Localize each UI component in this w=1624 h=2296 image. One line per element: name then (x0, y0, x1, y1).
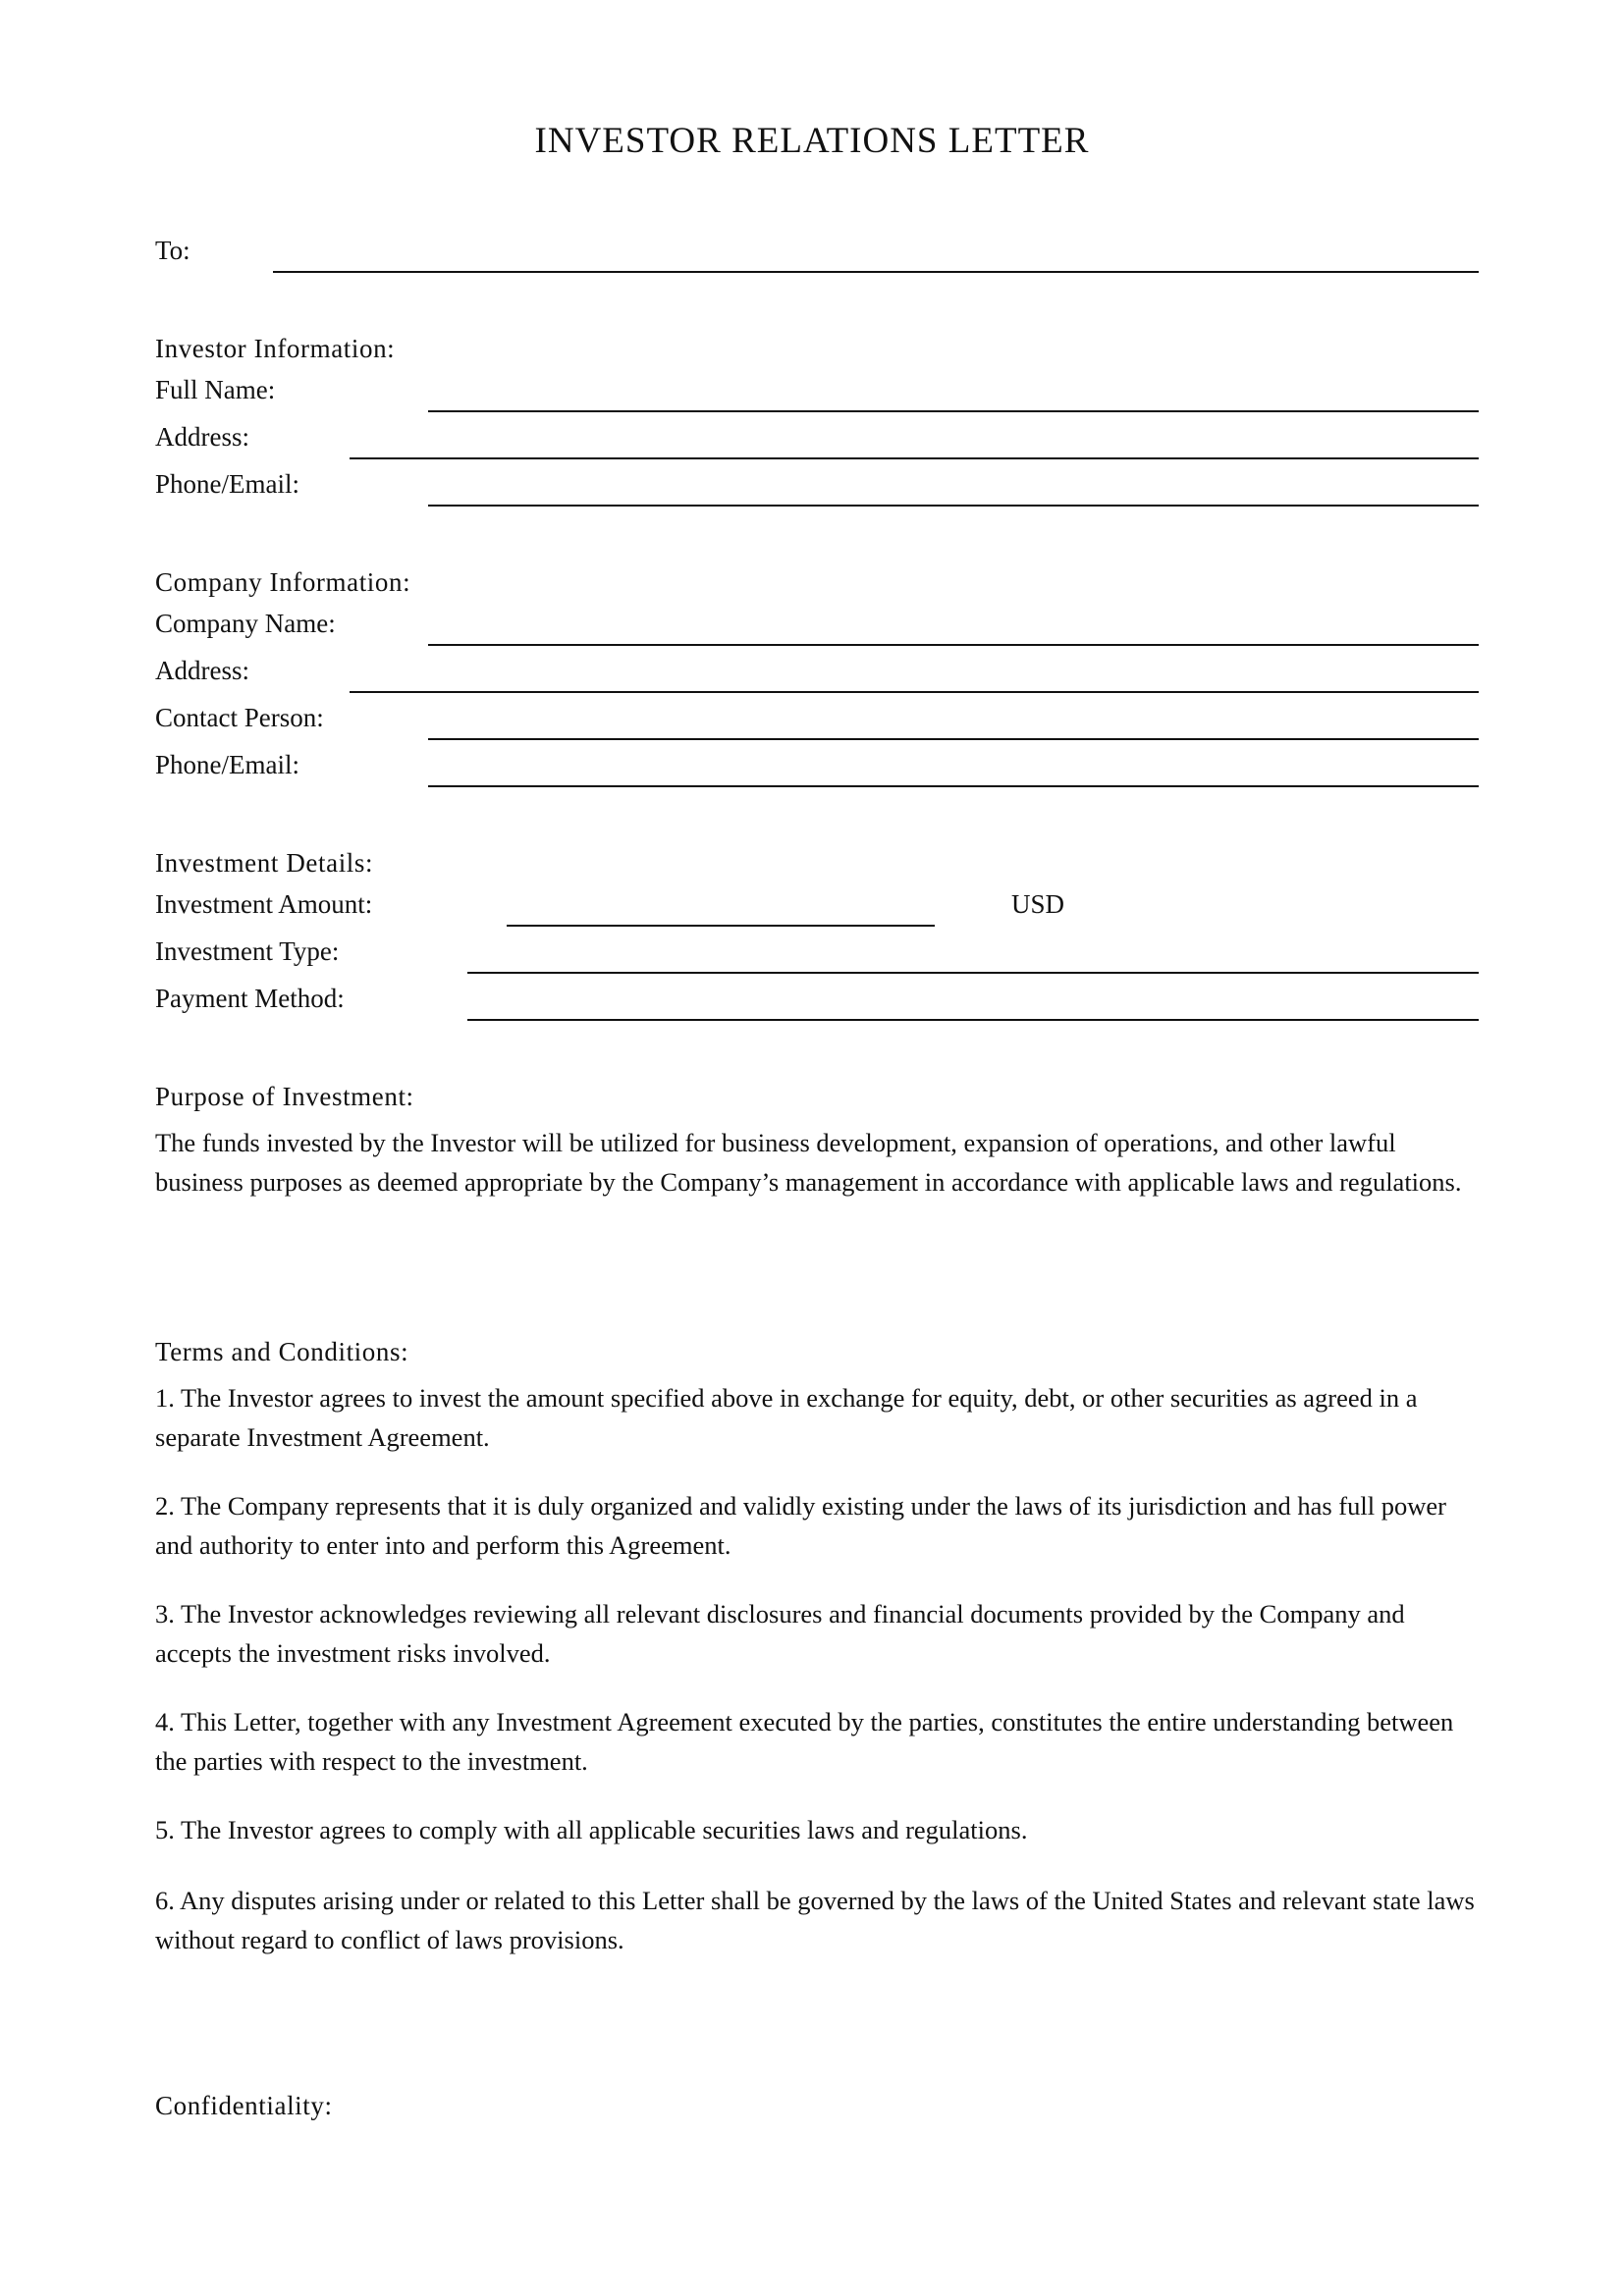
investment-amount-field[interactable] (507, 925, 935, 927)
confidentiality-heading: Confidentiality: (155, 2091, 333, 2120)
company-phone-email-row (155, 748, 1479, 787)
investment-type-row (155, 934, 1479, 974)
investor-full-name-label: Full Name: (155, 375, 276, 404)
company-address-row (155, 654, 1479, 693)
contact-person-row (155, 701, 1479, 740)
investment-amount-row (155, 887, 1479, 927)
investment-details-heading: Investment Details: (155, 848, 374, 878)
to-label: To: (155, 236, 190, 265)
investor-info-heading: Investor Information: (155, 334, 396, 363)
investor-address-label: Address: (155, 422, 249, 452)
company-address-label: Address: (155, 656, 249, 685)
investor-phone-email-label: Phone/Email: (155, 469, 299, 499)
company-phone-email-label: Phone/Email: (155, 750, 299, 779)
terms-item: 5. The Investor agrees to comply with all applicable securities laws and regulations. (155, 1815, 1028, 1844)
company-address-field[interactable] (350, 691, 1479, 693)
purpose-heading: Purpose of Investment: (155, 1082, 414, 1111)
investor-full-name-row (155, 373, 1479, 412)
contact-person-field[interactable] (428, 738, 1479, 740)
investment-type-label: Investment Type: (155, 936, 340, 966)
investor-address-row (155, 420, 1479, 459)
document-title: INVESTOR RELATIONS LETTER (534, 121, 1090, 161)
payment-method-field[interactable] (467, 1019, 1479, 1021)
investor-phone-email-row (155, 467, 1479, 507)
terms-item: 6. Any disputes arising under or related to this Letter shall be governed by the laws of the United States and relevant state laws without regard to conflict of laws provisions. (155, 1886, 1475, 1954)
company-phone-email-field[interactable] (428, 785, 1479, 787)
to-field[interactable] (273, 271, 1479, 273)
to-row (155, 234, 1479, 273)
payment-method-row (155, 982, 1479, 1021)
contact-person-label: Contact Person: (155, 703, 324, 732)
terms-item: 3. The Investor acknowledges reviewing all relevant disclosures and financial documents provided by the Company and accepts the investment risks involved. (155, 1599, 1405, 1668)
company-name-field[interactable] (428, 644, 1479, 646)
company-name-row (155, 607, 1479, 646)
company-info-heading: Company Information: (155, 567, 411, 597)
terms-item: 4. This Letter, together with any Investment Agreement executed by the parties, constitutes the entire understanding between the parties with respect to the investment. (155, 1707, 1454, 1776)
investor-full-name-field[interactable] (428, 410, 1479, 412)
purpose-text: The funds invested by the Investor will be utilized for business development, expansion of operations, and other lawful business purposes as deemed appropriate by the Company’s management in accordance with applicable laws and regulations. (155, 1128, 1462, 1197)
terms-item: 1. The Investor agrees to invest the amount specified above in exchange for equity, debt, or other securities as agreed in a separate Investment Agreement. (155, 1383, 1418, 1452)
company-name-label: Company Name: (155, 609, 336, 638)
currency-label: USD (1011, 889, 1065, 919)
investment-type-field[interactable] (467, 972, 1479, 974)
investor-address-field[interactable] (350, 457, 1479, 459)
payment-method-label: Payment Method: (155, 984, 345, 1013)
investment-amount-label: Investment Amount: (155, 889, 373, 919)
investor-phone-email-field[interactable] (428, 505, 1479, 507)
terms-heading: Terms and Conditions: (155, 1337, 409, 1366)
terms-item: 2. The Company represents that it is duly organized and validly existing under the laws of its jurisdiction and has full power and authority to enter into and perform this Agreement. (155, 1491, 1446, 1560)
